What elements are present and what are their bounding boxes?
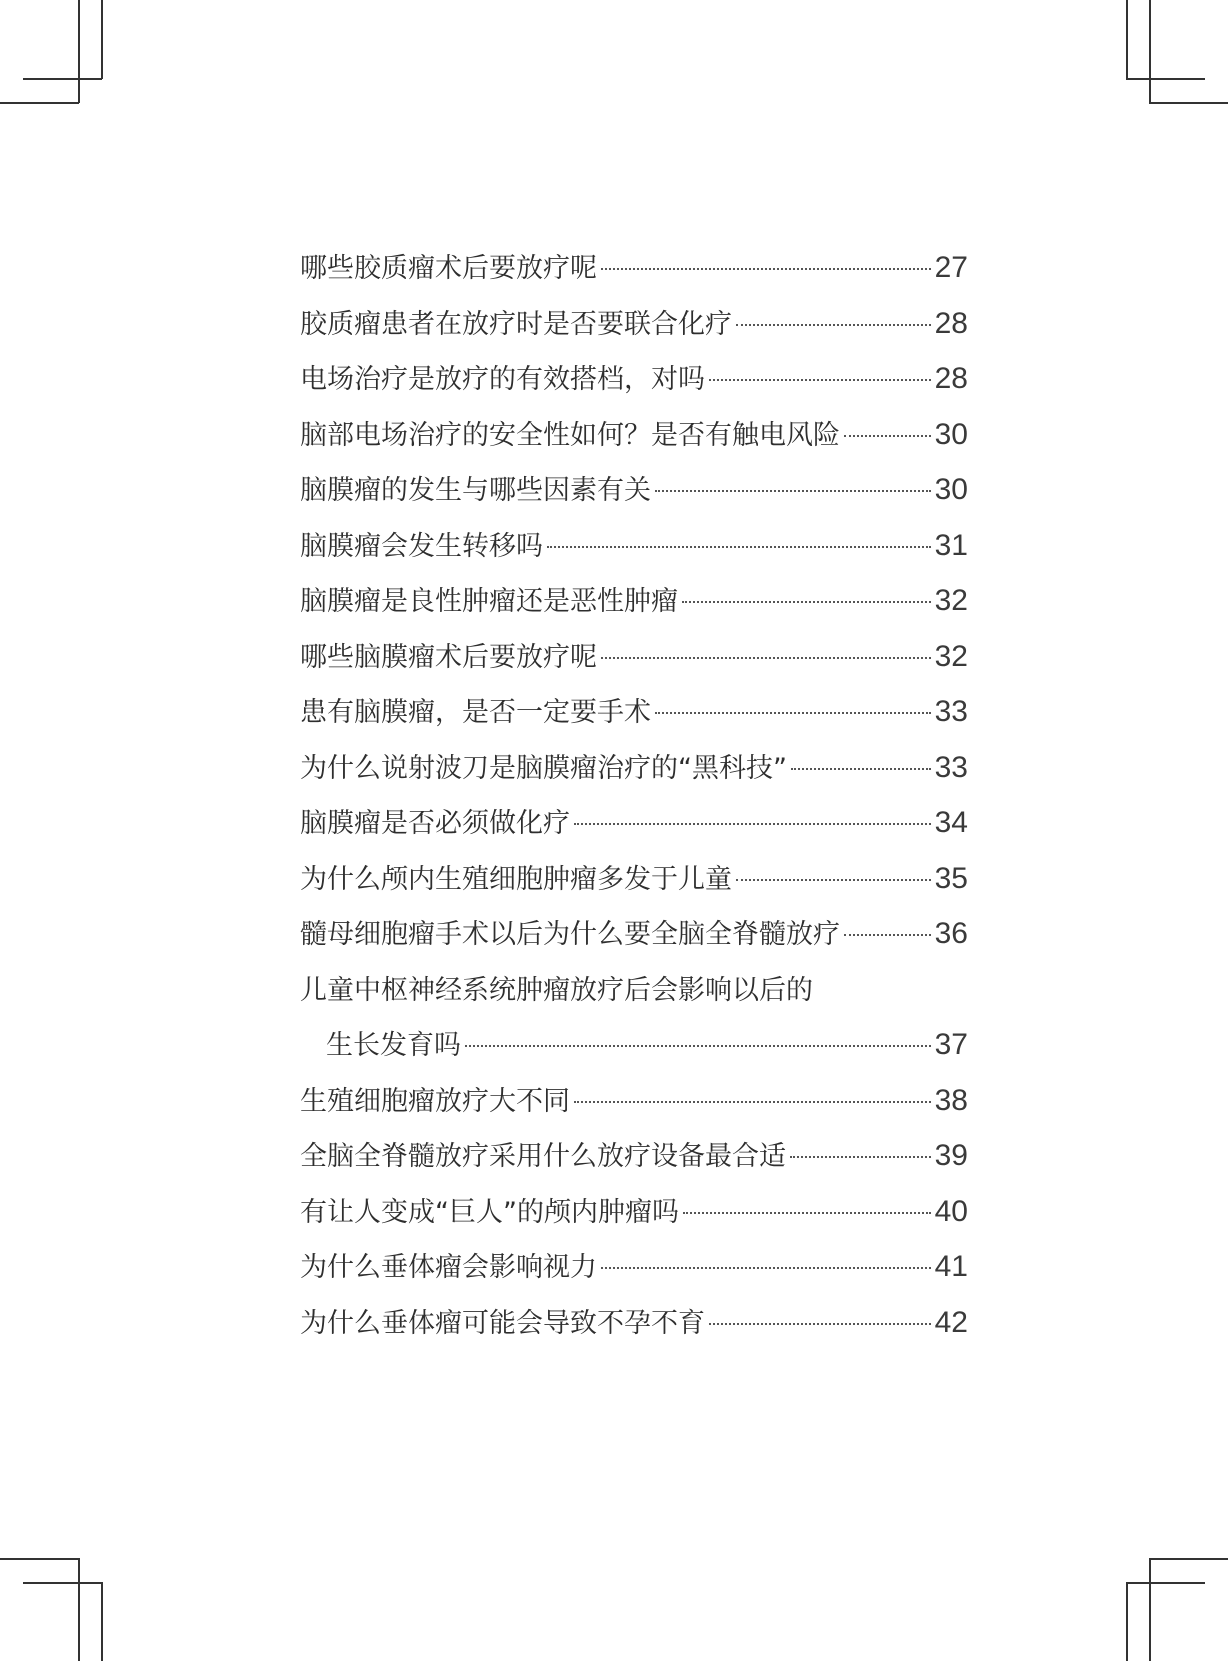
toc-entry[interactable]: [300, 635, 968, 691]
toc-entry-page: 35: [934, 861, 968, 895]
toc-entry-page: 28: [934, 362, 968, 395]
toc-entry[interactable]: [300, 1079, 968, 1135]
toc-entry[interactable]: [300, 524, 968, 580]
dot-leader: [844, 435, 931, 437]
dot-leader: [574, 823, 931, 825]
toc-entry[interactable]: [300, 1245, 968, 1301]
dot-leader: [574, 1101, 931, 1103]
crop-mark-bottom-right-h2: [1126, 1582, 1205, 1584]
toc-entry-page: 28: [934, 306, 968, 340]
toc-entry-page: 34: [934, 806, 968, 839]
dot-leader: [655, 490, 931, 492]
toc-entry-title-continued: 生长发育吗: [326, 1030, 461, 1061]
toc-entry[interactable]: [300, 579, 968, 635]
toc-entry-page: 32: [934, 639, 968, 673]
toc-entry-page: 37: [934, 1028, 968, 1061]
dot-leader: [791, 768, 931, 770]
toc-entry-title: 胶质瘤患者在放疗时是否要联合化疗: [300, 308, 732, 340]
toc-entry-title: 哪些脑膜瘤术后要放疗呢: [300, 641, 597, 673]
toc-entry-first-line[interactable]: [300, 968, 968, 1024]
toc-entry-title: 为什么颅内生殖细胞肿瘤多发于儿童: [300, 863, 732, 895]
toc-entry-title: 有让人变成“巨人”的颅内肿瘤吗: [300, 1196, 679, 1228]
crop-mark-top-left-v: [78, 0, 80, 103]
crop-mark-bottom-right-h: [1149, 1558, 1228, 1560]
toc-entry-title: 电场治疗是放疗的有效搭档，对吗: [300, 364, 705, 395]
toc-entry-title: 脑膜瘤会发生转移吗: [300, 530, 543, 562]
crop-mark-bottom-left-h2: [23, 1582, 102, 1584]
toc-entry[interactable]: [300, 413, 968, 469]
dot-leader: [465, 1045, 931, 1047]
dot-leader: [709, 379, 931, 381]
toc-entry[interactable]: [300, 857, 968, 913]
toc-entry[interactable]: [300, 746, 968, 802]
toc-entry-title: 为什么垂体瘤可能会导致不孕不育: [300, 1307, 705, 1339]
crop-mark-bottom-left-v2: [101, 1582, 103, 1661]
dot-leader: [655, 712, 931, 714]
toc-entry-page: 40: [934, 1194, 968, 1228]
toc-entry-title: 全脑全脊髓放疗采用什么放疗设备最合适: [300, 1141, 786, 1172]
toc-entry-title: 哪些胶质瘤术后要放疗呢: [300, 253, 597, 284]
dot-leader: [601, 268, 931, 270]
crop-mark-top-left-v2: [101, 0, 103, 79]
toc-entry-title: 生殖细胞瘤放疗大不同: [300, 1085, 570, 1117]
toc-entry-continuation[interactable]: [300, 1023, 968, 1079]
table-of-contents: [300, 246, 968, 1356]
crop-mark-top-left-h2: [23, 78, 102, 80]
dot-leader: [601, 1267, 931, 1269]
toc-entry-title: 为什么垂体瘤会影响视力: [300, 1252, 597, 1283]
toc-entry-title: 髓母细胞瘤手术以后为什么要全脑全脊髓放疗: [300, 919, 840, 950]
toc-entry-page: 27: [934, 251, 968, 284]
dot-leader: [736, 324, 931, 326]
crop-mark-bottom-right-v: [1149, 1558, 1151, 1661]
dot-leader: [547, 546, 931, 548]
toc-entry[interactable]: [300, 246, 968, 302]
crop-mark-top-left-h: [0, 102, 79, 104]
toc-entry-page: 42: [934, 1305, 968, 1339]
crop-mark-top-right-h2: [1126, 78, 1205, 80]
toc-entry[interactable]: [300, 468, 968, 524]
crop-mark-top-right-h: [1149, 102, 1228, 104]
toc-entry-title: 脑部电场治疗的安全性如何？是否有触电风险: [300, 419, 840, 451]
toc-entry-page: 38: [934, 1083, 968, 1117]
toc-entry-title: 患有脑膜瘤，是否一定要手术: [300, 697, 651, 728]
dot-leader: [683, 1212, 931, 1214]
toc-entry-page: 39: [934, 1139, 968, 1172]
dot-leader: [736, 879, 931, 881]
crop-mark-top-right-v2: [1126, 0, 1128, 79]
toc-entry-page: 36: [934, 917, 968, 950]
crop-mark-bottom-right-v2: [1126, 1582, 1128, 1661]
dot-leader: [844, 934, 931, 936]
toc-entry-title: 脑膜瘤的发生与哪些因素有关: [300, 475, 651, 506]
toc-entry-title: 为什么说射波刀是脑膜瘤治疗的“黑科技”: [300, 752, 787, 784]
toc-entry-title: 儿童中枢神经系统肿瘤放疗后会影响以后的: [300, 974, 813, 1006]
toc-entry[interactable]: [300, 912, 968, 968]
crop-mark-top-right-v: [1149, 0, 1151, 103]
dot-leader: [682, 601, 931, 603]
toc-entry-page: 30: [934, 417, 968, 451]
dot-leader: [790, 1156, 931, 1158]
toc-entry[interactable]: [300, 801, 968, 857]
toc-entry-page: 33: [934, 695, 968, 728]
crop-mark-bottom-left-h: [0, 1558, 79, 1560]
toc-entry[interactable]: [300, 1190, 968, 1246]
dot-leader: [601, 657, 931, 659]
crop-mark-bottom-left-v: [78, 1558, 80, 1661]
toc-entry[interactable]: [300, 690, 968, 746]
toc-entry-page: 32: [934, 584, 968, 617]
toc-entry-page: 31: [934, 528, 968, 562]
toc-entry-title: 脑膜瘤是否必须做化疗: [300, 808, 570, 839]
toc-entry-title: 脑膜瘤是良性肿瘤还是恶性肿瘤: [300, 586, 678, 617]
toc-entry[interactable]: [300, 302, 968, 358]
toc-entry[interactable]: [300, 357, 968, 413]
dot-leader: [709, 1323, 931, 1325]
toc-entry[interactable]: [300, 1301, 968, 1357]
toc-entry[interactable]: [300, 1134, 968, 1190]
toc-entry-page: 30: [934, 473, 968, 506]
toc-entry-page: 41: [934, 1250, 968, 1283]
toc-entry-page: 33: [934, 750, 968, 784]
